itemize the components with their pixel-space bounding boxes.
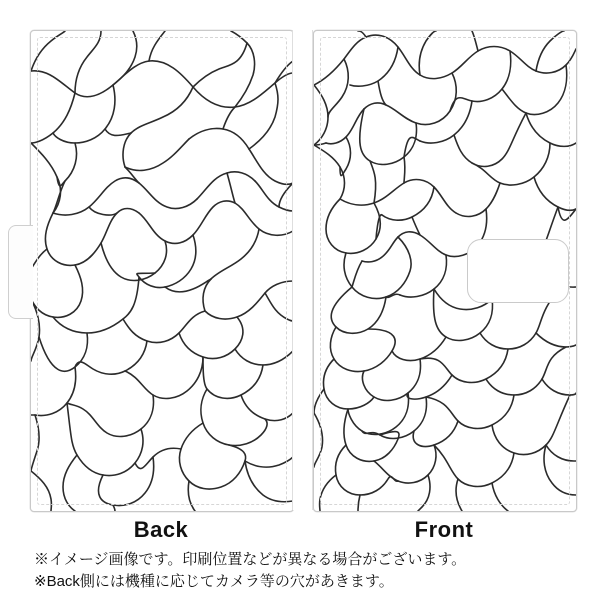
caption-front: Front (414, 517, 474, 542)
note-line-1: ※イメージ画像です。印刷位置などが異なる場合がございます。 (34, 551, 467, 568)
notes-block (34, 549, 574, 593)
case-panel-front (313, 30, 577, 512)
case-panel-back (30, 30, 294, 512)
pattern-artwork-back (31, 31, 293, 511)
camera-cutout (467, 239, 569, 303)
caption-back: Back (133, 517, 189, 542)
closure-flap (8, 225, 33, 319)
note-line-2: ※Back側には機種に応じてカメラ等の穴があきます。 (34, 573, 394, 590)
case-spine (292, 30, 313, 510)
